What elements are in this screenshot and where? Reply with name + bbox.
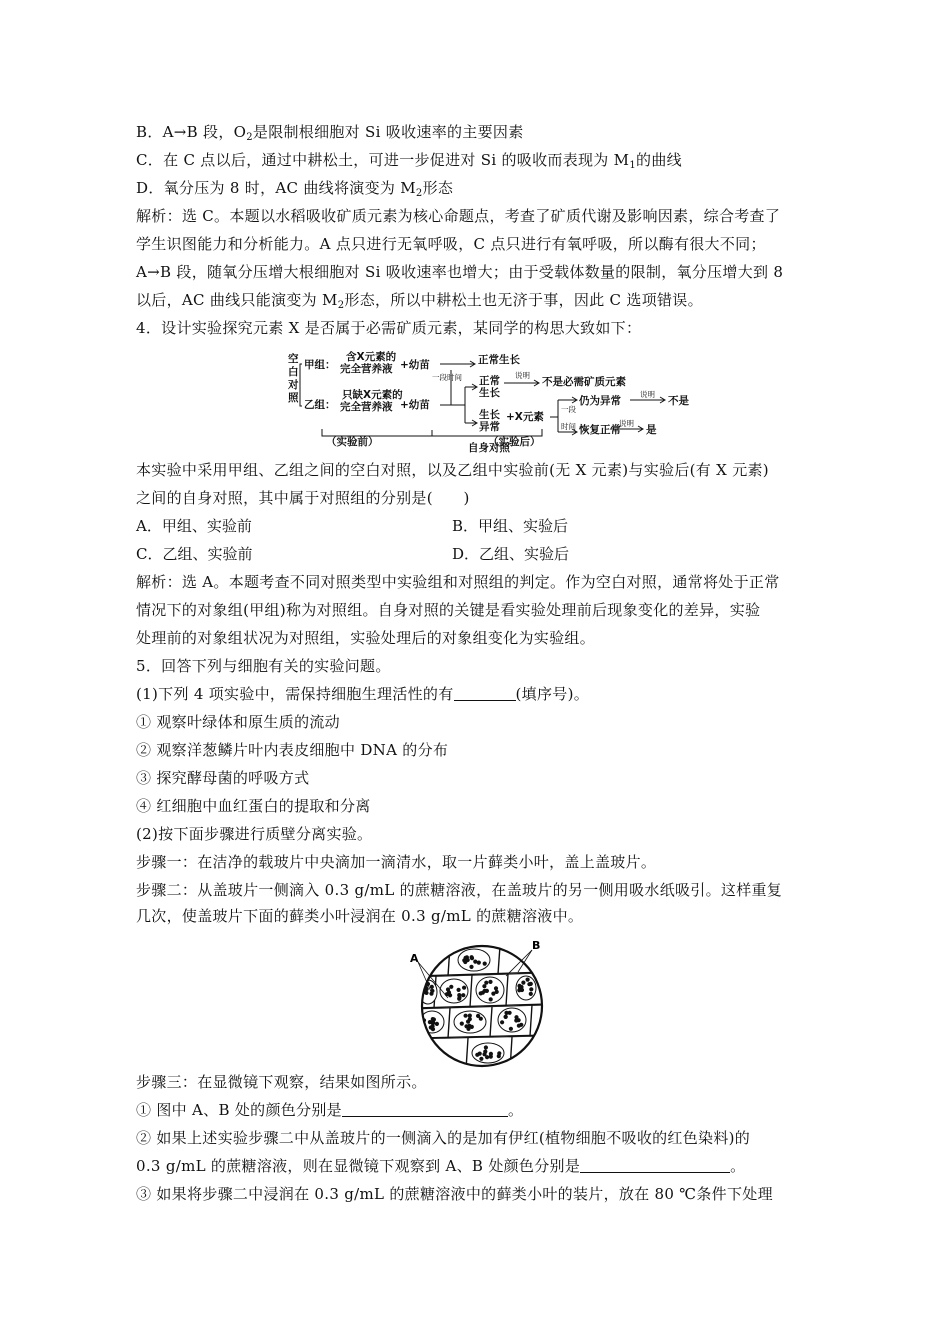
diagram-plus-seedling: +幼苗: [400, 399, 430, 411]
diagram-group-b-medium: 只缺X元素的: [342, 389, 403, 401]
diagram-still-abnormal: 仍为异常: [579, 395, 621, 407]
chloroplast-dot: [470, 955, 474, 959]
chloroplast-dot: [461, 993, 465, 997]
diagram-group-a-medium: 完全营养液: [340, 363, 393, 375]
diagram-explain: 说明: [640, 390, 655, 399]
q4-text-line: 之间的自身对照，其中属于对照组的分别是( ): [136, 489, 470, 507]
q4-explanation-line: 解析：选 A。本题考查不同对照类型中实验组和对照组的判定。作为空白对照，通常将处于正常: [136, 573, 780, 591]
chloroplast-dot: [527, 982, 531, 986]
q3-option-d: D．氧分压为 8 时，AC 曲线将演变为 $M_2$形态: [136, 179, 454, 199]
chloroplast-dot: [430, 1020, 434, 1024]
diagram-b-abnormal: 异常: [479, 421, 500, 433]
chloroplast-dot: [448, 993, 452, 997]
chloroplast-dot: [485, 1055, 489, 1059]
q5-question-a: ① 图中 A、B 处的颜色分别是 。: [136, 1101, 524, 1119]
q4-option-d: D．乙组、实验后: [452, 545, 570, 563]
diagram-b-abnormal: 生长: [479, 409, 500, 421]
chloroplast-dot: [517, 1024, 521, 1028]
diagram-explain: 说明: [619, 419, 634, 428]
diagram-period: 一段时间: [432, 373, 462, 382]
chloroplast-dot: [529, 987, 533, 991]
chloroplast-dot: [504, 1015, 508, 1019]
chloroplast-dot: [484, 1045, 488, 1049]
diagram-explain: 说明: [515, 371, 530, 380]
q4-option-c: C．乙组、实验前: [136, 545, 253, 563]
chloroplast-dot: [495, 990, 499, 994]
q3-explanation-line: 解析：选 C。本题以水稻吸收矿质元素为核心命题点，考查了矿质代谢及影响因素，综合考查了: [136, 207, 781, 225]
chloroplast-dot: [514, 1018, 518, 1022]
q5-part1: (1)下列 4 项实验中，需保持细胞生理活性的有 (填序号)。: [136, 685, 590, 703]
diagram-is: 是: [646, 424, 657, 436]
chloroplast-dot: [504, 1011, 508, 1015]
answer-blank: [454, 686, 516, 701]
chloroplast-dot: [464, 1024, 468, 1028]
chloroplast-dot: [494, 986, 498, 990]
diagram-recover: 恢复正常: [579, 424, 621, 436]
chloroplast-dot: [464, 1014, 468, 1018]
chloroplast-dot: [466, 1020, 470, 1024]
chloroplast-dot: [464, 956, 468, 960]
chloroplast-dot: [485, 989, 489, 993]
diagram-normal-growth: 正常生长: [478, 354, 520, 366]
diagram-group-b-medium: 完全营养液: [340, 401, 393, 413]
diagram-plus-x: +X元素: [506, 411, 544, 423]
q5-step3: 步骤三：在显微镜下观察，结果如图所示。: [136, 1073, 427, 1091]
q5-item: ① 观察叶绿体和原生质的流动: [136, 713, 340, 731]
chloroplast-dot: [449, 985, 453, 989]
diagram-blank-ctrl-char: 照: [288, 392, 299, 404]
q5-part2: (2)按下面步骤进行质壁分离实验。: [136, 825, 373, 843]
diagram-self-ctrl: 自身对照: [468, 442, 510, 454]
q4-option-b: B．甲组、实验后: [452, 517, 569, 535]
diagram-group-a-medium: 含X元素的: [346, 351, 397, 363]
chloroplast-dot: [469, 965, 473, 969]
q5-item: ③ 探究酵母菌的呼吸方式: [136, 769, 310, 787]
q5-item: ② 观察洋葱鳞片叶内表皮细胞中 DNA 的分布: [136, 741, 449, 759]
chloroplast-dot: [509, 1027, 513, 1031]
chloroplast-dot: [479, 1057, 483, 1061]
chloroplast-dot: [488, 980, 492, 984]
q4-explanation-line: 处理前的对象组状况为对照组，实验处理后的对象组变化为实验组。: [136, 629, 596, 647]
q4-stem: 4．设计实验探究元素 X 是否属于必需矿质元素，某同学的构思大致如下：: [136, 319, 642, 337]
diagram-period-v: 一段: [561, 405, 576, 414]
experiment-design-diagram: [282, 350, 702, 454]
chloroplast-dot: [457, 995, 461, 999]
chloroplast-dot: [457, 988, 461, 992]
q3-option-c: C．在 C 点以后，通过中耕松土，可进一步促进对 Si 的吸收而表现为 $M_1$的曲线: [136, 151, 682, 171]
diagram-not-essential: 不是必需矿质元素: [542, 376, 626, 388]
chloroplast-dot: [435, 1022, 439, 1026]
chloroplast-dot: [479, 991, 483, 995]
chloroplast-dot: [462, 986, 466, 990]
diagram-before: （实验前）: [326, 436, 379, 448]
q5-question-b: 0.3 g/mL 的蔗糖溶液，则在显微镜下观察到 A、B 处颜色分别是 。: [136, 1157, 746, 1175]
chloroplast-dot: [475, 1053, 479, 1057]
chloroplast-dot: [479, 1017, 483, 1021]
chloroplast-dot: [484, 981, 488, 985]
q5-stem: 5．回答下列与细胞有关的实验问题。: [136, 657, 391, 675]
q4-text-line: 本实验中采用甲组、乙组之间的空白对照，以及乙组中实验前(无 X 元素)与实验后(有 X 元素): [136, 461, 769, 479]
diagram-b-normal: 生长: [479, 387, 500, 399]
chloroplast-dot: [473, 960, 477, 964]
q3-explanation-line: A→B 段，随氧分压增大根细胞对 Si 吸收速率也增大；由于受载体数量的限制，氧分压增大到 8: [136, 263, 784, 281]
moss-cell-plasmolysis-figure: [408, 938, 558, 1070]
chloroplast-dot: [460, 1022, 464, 1026]
diagram-group-b: 乙组：: [304, 399, 336, 411]
diagram-blank-ctrl-char: 对: [288, 379, 299, 391]
chloroplast-dot: [497, 1054, 501, 1058]
q5-step2: 几次，使盖玻片下面的藓类小叶浸润在 0.3 g/mL 的蔗糖溶液中。: [136, 907, 584, 925]
answer-blank: [342, 1102, 508, 1117]
chloroplast-dot: [470, 1025, 474, 1029]
q3-explanation-line: 学生识图能力和分析能力。A 点只进行无氧呼吸，C 点只进行有氧呼吸，所以酶有很大不同；: [136, 235, 766, 253]
figure-label-b: B: [532, 939, 541, 952]
chloroplast-dot: [446, 987, 450, 991]
q5-item: ④ 红细胞中血红蛋白的提取和分离: [136, 797, 371, 815]
diagram-period-v: 时间: [561, 422, 576, 431]
diagram-plus-seedling: +幼苗: [400, 359, 430, 371]
chloroplast-dot: [526, 978, 530, 982]
q5-question-c: ③ 如果将步骤二中浸润在 0.3 g/mL 的蔗糖溶液中的藓类小叶的装片，放在 80 ℃条件下处理: [136, 1185, 773, 1203]
diagram-blank-ctrl-char: 白: [288, 366, 299, 378]
q5-step2: 步骤二：从盖玻片一侧滴入 0.3 g/mL 的蔗糖溶液，在盖玻片的另一侧用吸水纸吸引。这样重复: [136, 881, 783, 899]
q4-option-a: A．甲组、实验前: [136, 517, 252, 535]
chloroplast-dot: [529, 992, 533, 996]
q5-step1: 步骤一：在洁净的载玻片中央滴加一滴清水，取一片藓类小叶，盖上盖玻片。: [136, 853, 657, 871]
chloroplast-dot: [431, 1024, 435, 1028]
chloroplast-dot: [468, 1014, 472, 1018]
chloroplast-dot: [489, 997, 493, 1001]
chloroplast-dot: [483, 962, 487, 966]
q3-option-b: B．A→B 段，$O_2$是限制根细胞对 Si 吸收速率的主要因素: [136, 123, 524, 143]
chloroplast-dot: [500, 1020, 504, 1024]
answer-blank: [580, 1158, 730, 1173]
figure-label-a: A: [410, 952, 419, 965]
q3-explanation-line: 以后，AC 曲线只能演变为 $M_2$形态，所以中耕松土也无济于事，因此 C 选项错误。: [136, 291, 703, 311]
chloroplast-dot: [430, 985, 434, 989]
q4-explanation-line: 情况下的对象组(甲组)称为对照组。自身对照的关键是看实验处理前后现象变化的差异，实验: [136, 601, 761, 619]
diagram-not: 不是: [668, 395, 689, 407]
chloroplast-dot: [521, 981, 525, 985]
diagram-group-a: 甲组：: [304, 359, 336, 371]
chloroplast-dot: [518, 986, 522, 990]
diagram-after: （实验后）: [488, 436, 541, 448]
diagram-b-normal: 正常: [479, 375, 500, 387]
q5-question-b: ② 如果上述实验步骤二中从盖玻片的一侧滴入的是加有伊红(植物细胞不吸收的红色染料)的: [136, 1129, 751, 1147]
chloroplast-dot: [489, 1055, 493, 1059]
diagram-blank-ctrl-char: 空: [288, 353, 299, 365]
